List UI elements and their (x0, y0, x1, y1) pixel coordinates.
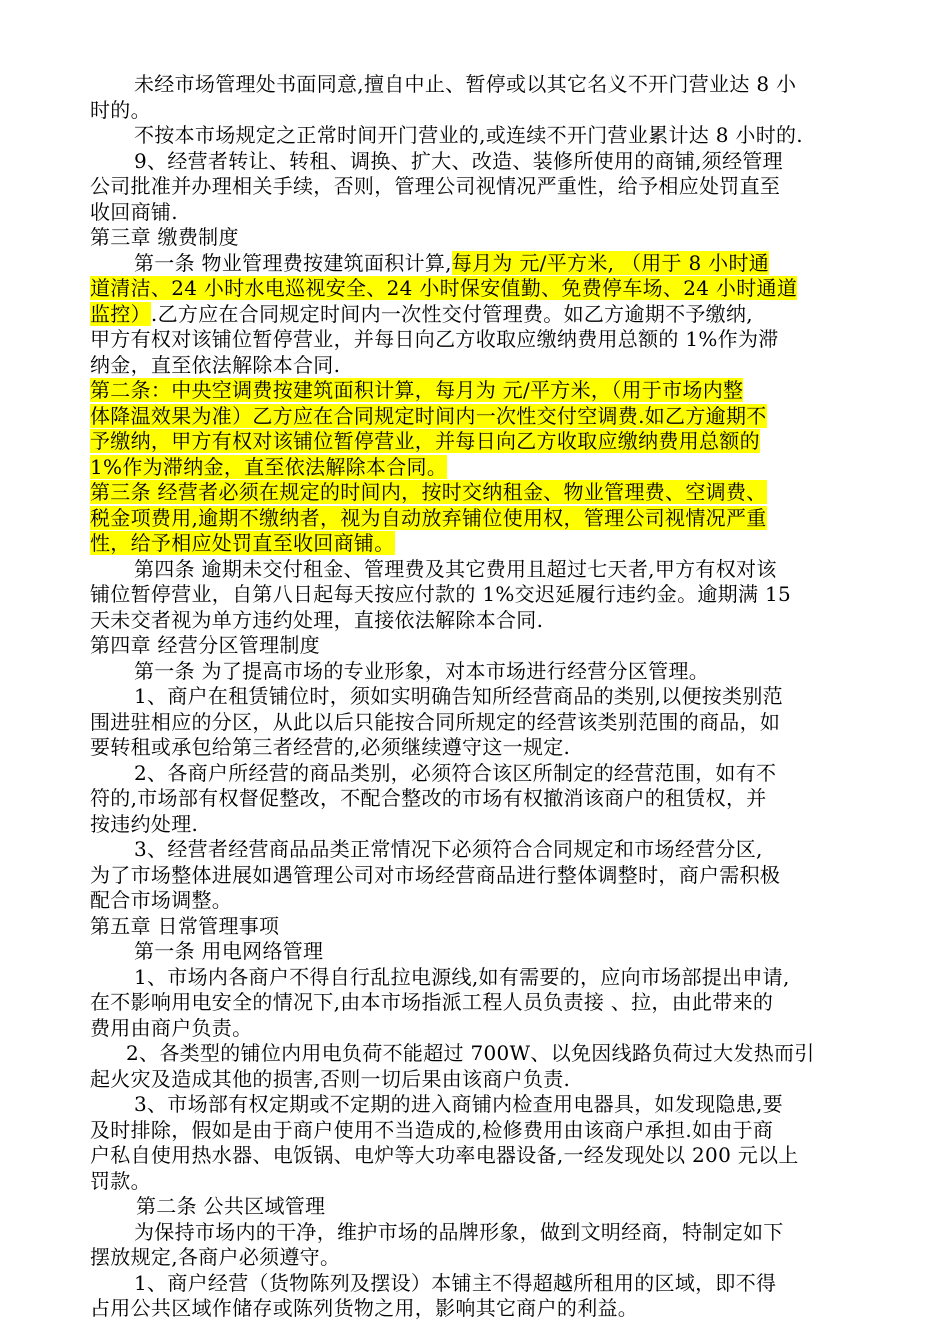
text-segment: 户私自使用热水器、电饭锅、电炉等大功率电器设备,一经发现处以 200 元以上 (90, 1143, 799, 1167)
text-line (90, 1041, 862, 1067)
text-segment: .乙方应在合同规定时间内一次性交付管理费。如乙方逾期不予缴纳, (150, 301, 753, 326)
text-segment: 要转租或承包给第三者经营的,必须继续遵守这一规定. (90, 735, 571, 759)
text-segment: 第一条 用电网络管理 (134, 939, 324, 963)
text-line (90, 557, 862, 583)
text-segment: 起火灾及造成其他的损害,否则一切后果由该商户负责. (90, 1066, 571, 1091)
text-segment: 收回商铺. (90, 199, 178, 224)
text-line (90, 174, 862, 200)
text-segment: 按违约处理. (90, 811, 199, 836)
text-line (90, 455, 862, 481)
text-line (90, 1016, 862, 1042)
text-line (90, 1194, 862, 1220)
text-segment: 围进驻相应的分区，从此以后只能按合同所规定的经营该类别范围的商品，如 (90, 709, 781, 734)
text-segment: 3、市场部有权定期或不定期的进入商铺内检查用电器具，如发现隐患,要 (134, 1092, 783, 1116)
text-segment: 纳金，直至依法解除本合同. (90, 352, 341, 377)
text-line (90, 72, 862, 98)
text-line (90, 761, 862, 787)
text-line (90, 582, 862, 608)
text-line (90, 302, 862, 328)
highlighted-text: 性，给予相应处罚直至收回商铺。 (90, 531, 395, 555)
text-segment: 第三章 缴费制度 (90, 225, 239, 249)
highlighted-text: 监控） (90, 301, 151, 326)
text-line (90, 608, 862, 634)
text-line (90, 378, 862, 404)
text-segment: 铺位暂停营业，自第八日起每天按应付款的 1%交迟延履行违约金。逾期满 15 (90, 582, 791, 606)
text-line (90, 965, 862, 991)
text-segment: 不按本市场规定之正常时间开门营业的,或连续不开门营业累计达 8 小时的. (134, 123, 803, 147)
text-line (90, 888, 862, 914)
text-segment: 第四条 逾期未交付租金、管理费及其它费用且超过七天者,甲方有权对该 (134, 556, 777, 581)
document-body (90, 72, 862, 1322)
text-line (90, 1220, 862, 1246)
text-line (90, 251, 862, 277)
text-line (90, 276, 862, 302)
highlighted-text: 第二条：中央空调费按建筑面积计算，每月为 元/平方米，（用于市场内整 (90, 378, 744, 402)
text-line (90, 531, 862, 557)
text-segment: 配合市场调整。 (90, 888, 233, 912)
text-segment: 费用由商户负责。 (90, 1015, 253, 1040)
text-segment: 3、经营者经营商品品类正常情况下必须符合合同规定和市场经营分区, (134, 837, 763, 861)
text-segment: 天未交者视为单方违约处理，直接依法解除本合同. (90, 607, 544, 632)
text-line (90, 1271, 862, 1297)
text-line (90, 1296, 862, 1322)
text-segment: 第四章 经营分区管理制度 (90, 633, 320, 657)
text-line (90, 404, 862, 430)
text-segment: 第五章 日常管理事项 (90, 913, 280, 938)
highlighted-text: 体降温效果为准）乙方应在合同规定时间内一次性交付空调费.如乙方逾期不 (90, 403, 767, 428)
text-segment: 在不影响用电安全的情况下,由本市场指派工程人员负责接 、拉，由此带来的 (90, 990, 774, 1014)
text-segment: 第一条 物业管理费按建筑面积计算, (134, 250, 452, 275)
text-segment: 1、市场内各商户不得自行乱拉电源线,如有需要的，应向市场部提出申请, (134, 964, 790, 989)
highlighted-text: 第三条 经营者必须在规定的时间内，按时交纳租金、物业管理费、空调费、 (90, 480, 767, 504)
text-segment: 公司批准并办理相关手续，否则，管理公司视情况严重性，给予相应处罚直至 (90, 174, 781, 198)
text-segment: 甲方有权对该铺位暂停营业，并每日向乙方收取应缴纳费用总额的 1%作为滞 (90, 327, 779, 351)
text-segment: 未经市场管理处书面同意,擅自中止、暂停或以其它名义不开门营业达 8 小 (134, 72, 797, 96)
text-line (90, 684, 862, 710)
text-line (90, 1169, 862, 1195)
text-line (90, 480, 862, 506)
text-line (90, 225, 862, 251)
text-segment: 2、各类型的铺位内用电负荷不能超过 700W、以免因线路负荷过大发热而引 (126, 1041, 815, 1065)
text-line (90, 353, 862, 379)
text-line (90, 837, 862, 863)
text-line (90, 812, 862, 838)
text-segment: 占用公共区域作储存或陈列货物之用，影响其它商户的利益。 (90, 1296, 639, 1320)
text-line (90, 1118, 862, 1144)
text-segment: 及时排除，假如是由于商户使用不当造成的,检修费用由该商户承担.如由于商 (90, 1117, 774, 1142)
highlighted-text: 道清洁、24 小时水电巡视安全、24 小时保安值勤、免费停车场、24 小时通道 (90, 276, 798, 300)
text-segment: 2、各商户所经营的商品类别，必须符合该区所制定的经营范围，如有不 (134, 760, 777, 785)
highlighted-text: 予缴纳，甲方有权对该铺位暂停营业，并每日向乙方收取应缴纳费用总额的 (90, 429, 760, 453)
text-line (90, 123, 862, 149)
text-line (90, 1143, 862, 1169)
text-line (90, 429, 862, 455)
text-segment: 为保持市场内的干净，维护市场的品牌形象，做到文明经商，特制定如下 (134, 1219, 784, 1244)
text-line (90, 786, 862, 812)
text-line (90, 735, 862, 761)
text-line (90, 710, 862, 736)
text-segment: 为了市场整体进展如遇管理公司对市场经营商品进行整体调整时，商户需积极 (90, 862, 781, 887)
text-line (90, 1245, 862, 1271)
text-segment: 1、商户经营（货物陈列及摆设）本铺主不得超越所租用的区域，即不得 (134, 1270, 777, 1295)
highlighted-text: 每月为 元/平方米, （用于 8 小时通 (451, 250, 770, 275)
text-segment: 9、经营者转让、转租、调换、扩大、改造、装修所使用的商铺,须经管理 (134, 148, 783, 173)
highlighted-text: 1%作为滞纳金，直至依法解除本合同。 (90, 454, 448, 479)
text-segment: 摆放规定,各商户必须遵守。 (90, 1245, 341, 1269)
text-line (90, 990, 862, 1016)
text-line (90, 1067, 862, 1093)
text-line (90, 914, 862, 940)
text-segment: 第二条 公共区域管理 (136, 1194, 326, 1218)
text-segment: 符的,市场部有权督促整改，不配合整改的市场有权撤消该商户的租赁权，并 (90, 786, 767, 810)
text-line (90, 149, 862, 175)
text-line (90, 939, 862, 965)
text-line (90, 863, 862, 889)
text-line (90, 327, 862, 353)
highlighted-text: 税金项费用,逾期不缴纳者，视为自动放弃铺位使用权，管理公司视情况严重 (90, 505, 767, 530)
text-line (90, 200, 862, 226)
text-line (90, 659, 862, 685)
text-line (90, 633, 862, 659)
text-segment: 1、商户在租赁铺位时，须如实明确告知所经营商品的类别,以便按类别范 (134, 684, 783, 708)
text-line (90, 506, 862, 532)
text-segment: 罚款。 (90, 1168, 151, 1193)
text-segment: 第一条 为了提高市场的专业形象，对本市场进行经营分区管理。 (134, 658, 710, 683)
text-line (90, 1092, 862, 1118)
text-line (90, 98, 862, 124)
text-segment: 时的。 (90, 97, 151, 122)
